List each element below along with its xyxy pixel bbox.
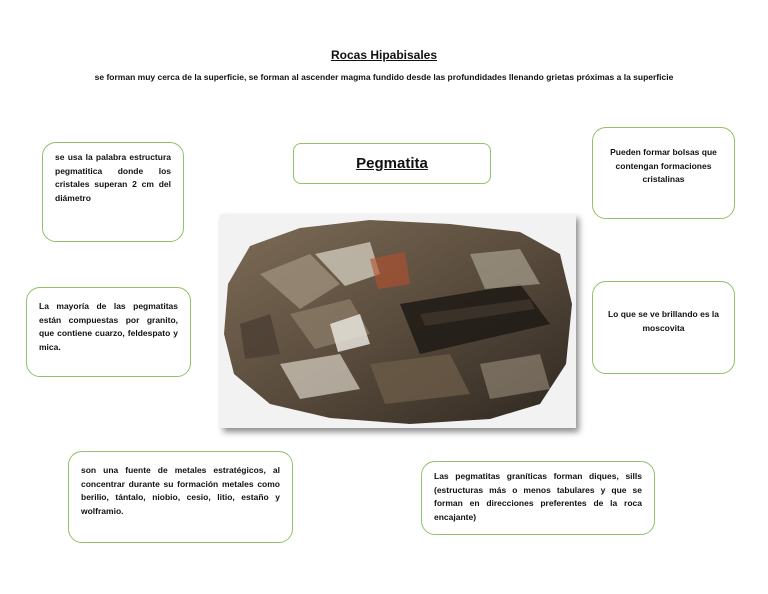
pockets-note-text: Pueden formar bolsas que contengan formaciones cristalinas xyxy=(610,147,717,185)
muscovite-note-box xyxy=(592,281,735,374)
pegmatite-rock-image xyxy=(220,214,576,428)
granitic-note-text: Las pegmatitas graníticas forman diques, sills (estructuras más o menos tabulares y que se forman en direcciones preferentes de la roca encajante) xyxy=(434,471,642,522)
granitic-note-box xyxy=(421,461,655,535)
pegmatita-heading-box xyxy=(293,143,491,184)
structure-note-text: se usa la palabra estructura pegmatitica donde los cristales superan 2 cm del diámetro xyxy=(55,152,171,203)
page-subtitle: se forman muy cerca de la superficie, se forman al ascender magma fundido desde las profundidades llenando grietas próximas a la superficie xyxy=(94,72,674,82)
metals-note-text: son una fuente de metales estratégicos, al concentrar durante su formación metales como berilio, tántalo, niobio, cesio, litio, estaño y wolframio. xyxy=(81,465,280,516)
page-title: Rocas Hipabisales xyxy=(330,48,438,62)
pegmatita-heading: Pegmatita xyxy=(356,155,428,172)
structure-note-box xyxy=(42,142,184,242)
pockets-note-box xyxy=(592,127,735,219)
composition-note-box xyxy=(26,287,191,377)
composition-note-text: La mayoría de las pegmatitas están compuestas por granito, que contiene cuarzo, feldespato y mica. xyxy=(39,301,178,352)
metals-note-box xyxy=(68,451,293,543)
muscovite-note-text: Lo que se ve brillando es la moscovita xyxy=(607,309,719,333)
pegmatite-rock-photo xyxy=(220,214,576,428)
